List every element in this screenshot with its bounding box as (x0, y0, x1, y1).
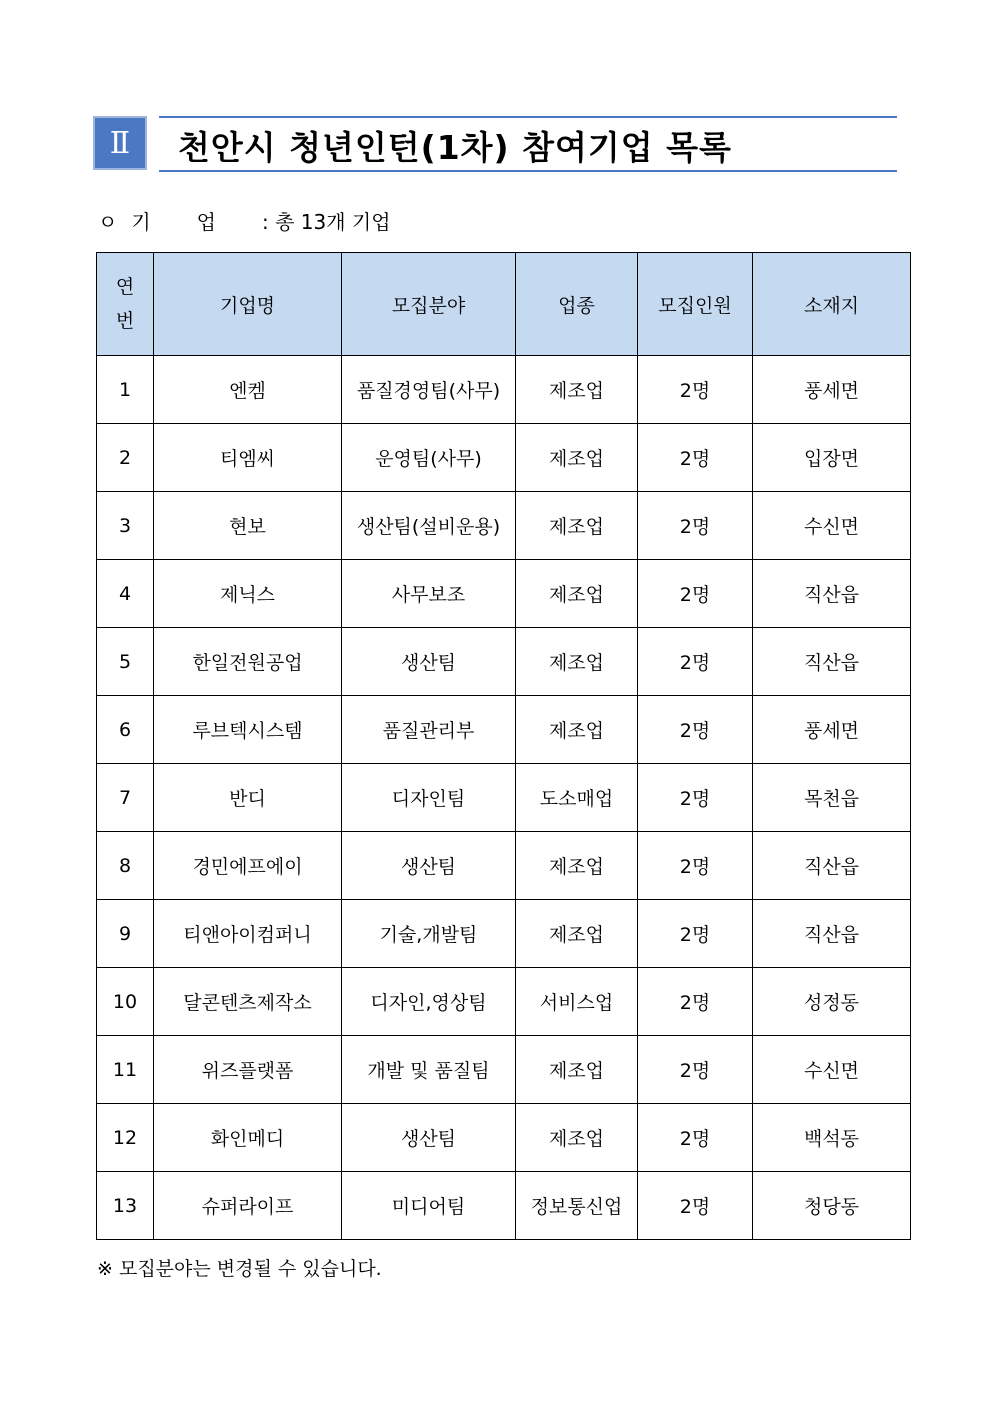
cell-company: 루브텍시스템 (154, 696, 342, 764)
header-industry-label: 업종 (558, 294, 595, 317)
header-no (97, 253, 154, 356)
footnote: ※ 모집분야는 변경될 수 있습니다. (97, 1258, 382, 1280)
cell-field: 생산팀 (342, 628, 516, 696)
cell-industry: 정보통신업 (516, 1172, 638, 1240)
cell-location: 직산읍 (753, 560, 911, 628)
cell-field: 디자인,영상팀 (342, 968, 516, 1036)
cell-company: 티엠씨 (154, 424, 342, 492)
cell-no: 11 (97, 1036, 154, 1104)
cell-headcount: 2명 (638, 832, 753, 900)
title-bottom-rule (159, 170, 897, 172)
cell-location: 풍세면 (753, 356, 911, 424)
cell-company: 위즈플랫폼 (154, 1036, 342, 1104)
summary-text: : 총 13개 기업 (261, 210, 391, 234)
company-summary (98, 206, 391, 235)
cell-industry: 제조업 (516, 628, 638, 696)
cell-headcount: 2명 (638, 696, 753, 764)
cell-location: 수신면 (753, 1036, 911, 1104)
table-body (97, 356, 911, 1240)
table-row (97, 424, 911, 492)
header-location (753, 253, 911, 356)
table-row (97, 492, 911, 560)
cell-headcount: 2명 (638, 492, 753, 560)
cell-company: 슈퍼라이프 (154, 1172, 342, 1240)
cell-industry: 제조업 (516, 832, 638, 900)
cell-company: 제닉스 (154, 560, 342, 628)
cell-company: 현보 (154, 492, 342, 560)
cell-no: 5 (97, 628, 154, 696)
cell-company: 화인메디 (154, 1104, 342, 1172)
cell-field: 품질경영팀(사무) (342, 356, 516, 424)
cell-no: 3 (97, 492, 154, 560)
cell-location: 입장면 (753, 424, 911, 492)
cell-company: 달콘텐츠제작소 (154, 968, 342, 1036)
cell-headcount: 2명 (638, 900, 753, 968)
cell-company: 경민에프에이 (154, 832, 342, 900)
cell-location: 풍세면 (753, 696, 911, 764)
cell-no: 8 (97, 832, 154, 900)
cell-headcount: 2명 (638, 1104, 753, 1172)
cell-headcount: 2명 (638, 560, 753, 628)
cell-field: 생산팀 (342, 832, 516, 900)
cell-headcount: 2명 (638, 1172, 753, 1240)
cell-field: 디자인팀 (342, 764, 516, 832)
cell-field: 생산팀 (342, 1104, 516, 1172)
cell-field: 운영팀(사무) (342, 424, 516, 492)
cell-field: 품질관리부 (342, 696, 516, 764)
table-row (97, 1036, 911, 1104)
cell-no: 13 (97, 1172, 154, 1240)
cell-industry: 제조업 (516, 492, 638, 560)
cell-no: 2 (97, 424, 154, 492)
table-row (97, 1104, 911, 1172)
cell-no: 6 (97, 696, 154, 764)
table-row (97, 560, 911, 628)
page-title: 천안시 청년인턴(1차) 참여기업 목록 (178, 128, 732, 167)
table-row (97, 628, 911, 696)
cell-industry: 제조업 (516, 560, 638, 628)
cell-headcount: 2명 (638, 356, 753, 424)
cell-field: 사무보조 (342, 560, 516, 628)
header-headcount-label: 모집인원 (658, 294, 732, 317)
cell-field: 기술,개발팀 (342, 900, 516, 968)
header-headcount (638, 253, 753, 356)
header-field-label: 모집분야 (391, 294, 466, 317)
cell-location: 직산읍 (753, 832, 911, 900)
header-location-label: 소재지 (803, 294, 860, 317)
table-row (97, 900, 911, 968)
header-company-label: 기업명 (219, 294, 276, 317)
cell-location: 직산읍 (753, 628, 911, 696)
cell-company: 엔켐 (154, 356, 342, 424)
cell-industry: 제조업 (516, 1036, 638, 1104)
cell-location: 직산읍 (753, 900, 911, 968)
header-company (154, 253, 342, 356)
cell-no: 1 (97, 356, 154, 424)
cell-field: 개발 및 품질팀 (342, 1036, 516, 1104)
cell-headcount: 2명 (638, 424, 753, 492)
cell-no: 7 (97, 764, 154, 832)
cell-headcount: 2명 (638, 1036, 753, 1104)
title-top-rule (159, 116, 897, 118)
header-industry (516, 253, 638, 356)
cell-no: 9 (97, 900, 154, 968)
table-row (97, 832, 911, 900)
cell-industry: 제조업 (516, 900, 638, 968)
table-header-row (97, 253, 911, 356)
table-row (97, 356, 911, 424)
cell-headcount: 2명 (638, 764, 753, 832)
cell-industry: 제조업 (516, 1104, 638, 1172)
cell-location: 수신면 (753, 492, 911, 560)
cell-no: 10 (97, 968, 154, 1036)
summary-label: 기업 (131, 210, 262, 234)
cell-location: 성정동 (753, 968, 911, 1036)
table-row (97, 1172, 911, 1240)
cell-location: 목천읍 (753, 764, 911, 832)
cell-headcount: 2명 (638, 628, 753, 696)
summary-bullet: ㅇ (98, 210, 118, 234)
cell-industry: 제조업 (516, 696, 638, 764)
cell-industry: 서비스업 (516, 968, 638, 1036)
cell-location: 청당동 (753, 1172, 911, 1240)
cell-industry: 도소매업 (516, 764, 638, 832)
section-header (93, 116, 897, 172)
company-table (96, 252, 911, 1240)
header-no-label: 연 번 (115, 276, 135, 332)
table-row (97, 764, 911, 832)
cell-company: 티앤아이컴퍼니 (154, 900, 342, 968)
cell-industry: 제조업 (516, 356, 638, 424)
table-row (97, 968, 911, 1036)
cell-no: 12 (97, 1104, 154, 1172)
cell-company: 한일전원공업 (154, 628, 342, 696)
cell-field: 미디어팀 (342, 1172, 516, 1240)
header-field (342, 253, 516, 356)
cell-no: 4 (97, 560, 154, 628)
cell-headcount: 2명 (638, 968, 753, 1036)
section-number-badge: Ⅱ (93, 116, 147, 170)
table-row (97, 696, 911, 764)
cell-company: 반디 (154, 764, 342, 832)
cell-field: 생산팀(설비운용) (342, 492, 516, 560)
cell-industry: 제조업 (516, 424, 638, 492)
cell-location: 백석동 (753, 1104, 911, 1172)
